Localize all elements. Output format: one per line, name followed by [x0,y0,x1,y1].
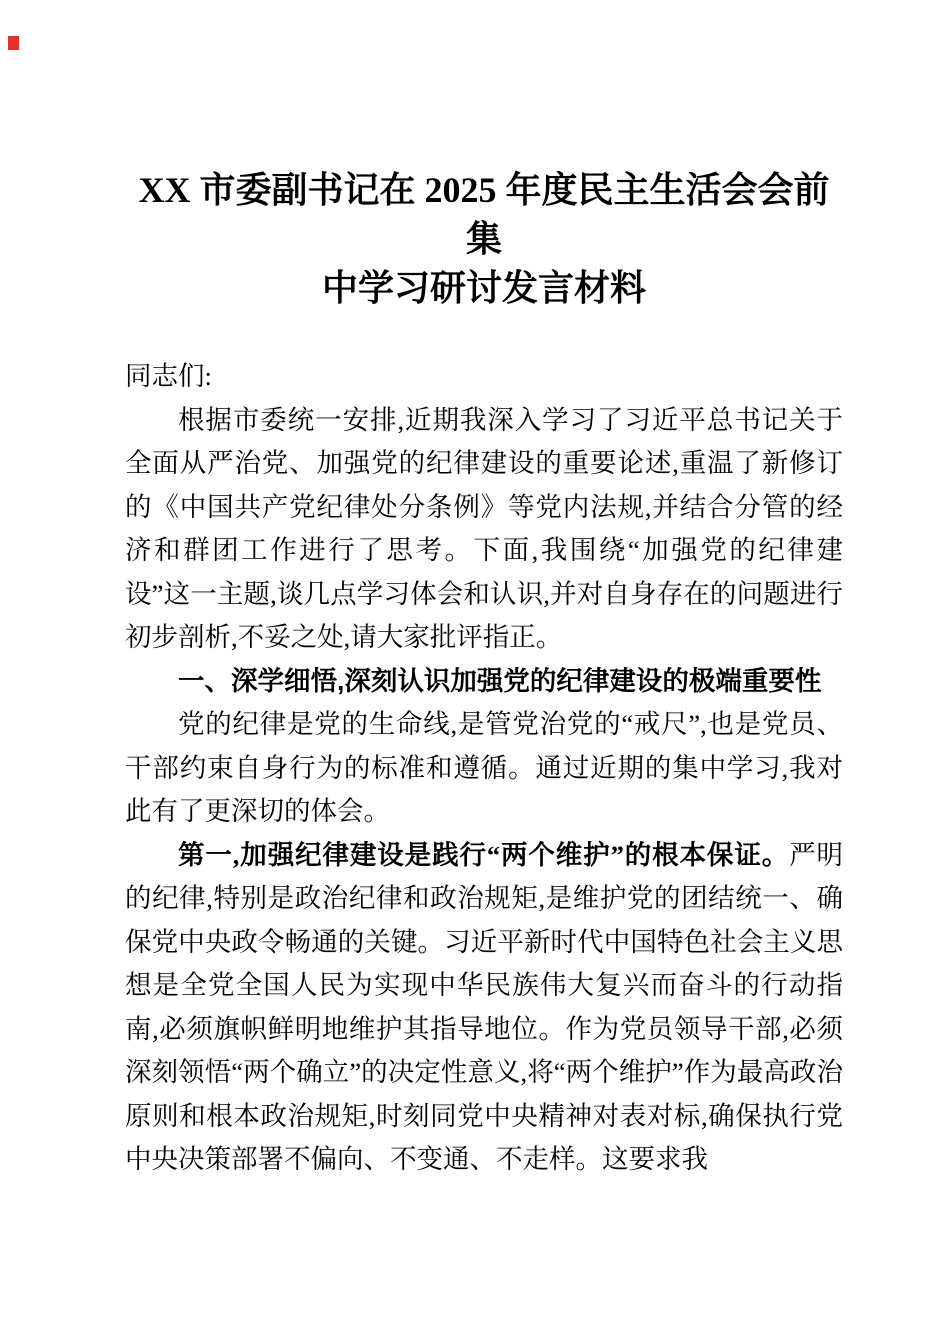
document-content [125,166,843,1182]
document-title [125,166,843,313]
paragraph-discipline-lifeline: 党的纪律是党的生命线,是管党治党的“戒尺”,也是党员、干部约束自身行为的标准和遵循。通过近期的集中学习,我对此有了更深切的体会。 [125,709,843,826]
paragraph-intro: 根据市委统一安排,近期我深入学习了习近平总书记关于全面从严治党、加强党的纪律建设的重要论述,重温了新修订的《中国共产党纪律处分条例》等党内法规,并结合分管的经济和群团工作进行了思考。下面,我围绕“加强党的纪律建设”这一主题,谈几点学习体会和认识,并对自身存在的问题进行初步剖析,不妥之处,请大家批评指正。 [125,404,843,652]
section-heading: 一、深学细悟,深刻认识加强党的纪律建设的极端重要性 [178,665,822,696]
red-corner-mark [8,36,19,50]
title-line-2: 中学习研讨发言材料 [321,268,646,308]
title-line-1: XX 市委副书记在 2025 年度民主生活会会前集 [138,170,830,259]
paragraph-first-point-body: 严明的纪律,特别是政治纪律和政治规矩,是维护党的团结统一、确保党中央政令畅通的关键。习近平新时代中国特色社会主义思想是全党全国人民为实现中华民族伟大复兴而奋斗的行动指南,必须旗帜鲜明地维护其指导地位。作为党员领导干部,必须深刻领悟“两个确立”的决定性意义,将“两个维护”作为最高政治原则和根本政治规矩,时刻同党中央精神对表对标,确保执行党中央决策部署不偏向、不变通、不走样。这要求我 [125,839,844,1174]
salutation: 同志们: [125,361,212,391]
document-body [125,355,843,1182]
paragraph-first-point [125,834,843,1182]
paragraph-first-point-lead: 第一,加强纪律建设是践行“两个维护”的根本保证。 [178,839,790,870]
